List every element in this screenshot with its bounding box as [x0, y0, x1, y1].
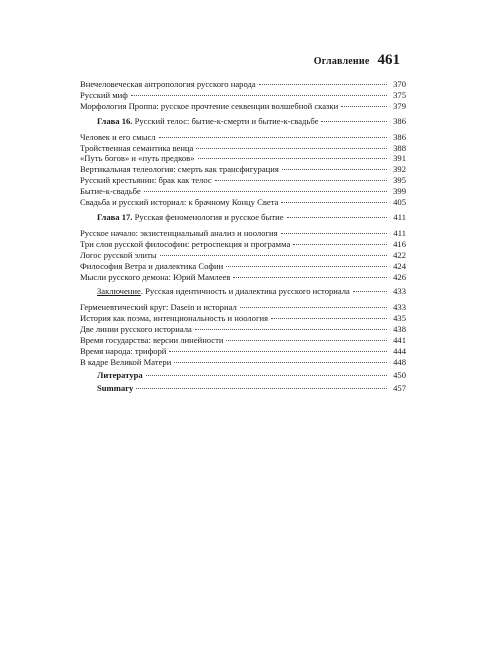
toc-page-number: 391	[393, 153, 406, 164]
running-header	[314, 52, 400, 69]
toc-entry-row	[80, 239, 406, 250]
toc-entry-row	[80, 164, 406, 175]
toc-entry-row	[80, 186, 406, 197]
dot-leader	[215, 180, 387, 181]
toc-entry-title: Мысли русского демона: Юрий Мамлеев	[80, 271, 231, 282]
toc-page-number: 388	[393, 142, 406, 153]
dot-leader	[293, 244, 387, 245]
dot-leader	[226, 340, 387, 341]
dot-leader	[233, 277, 387, 278]
dot-leader	[198, 158, 387, 159]
dot-leader	[321, 121, 387, 122]
dot-leader	[282, 169, 387, 170]
toc-entry-row	[80, 250, 406, 261]
toc-page-number: 444	[393, 345, 406, 356]
toc-page-number: 448	[393, 356, 406, 367]
toc-entry-row	[80, 132, 406, 143]
toc-entry-title: Бытие-к-свадьбе	[80, 186, 141, 197]
toc-entry-row	[80, 197, 406, 208]
toc-backmatter-row	[80, 383, 406, 394]
toc-entry-title: Русский крестьянин: брак как телос	[80, 175, 212, 186]
toc-entry-title: Две линии русского историала	[80, 324, 192, 335]
toc-entry-row	[80, 272, 406, 283]
toc-entry-title	[80, 286, 350, 297]
dot-leader	[226, 266, 387, 267]
dot-leader	[169, 351, 387, 352]
toc-entry-title: Герменевтический круг: Dasein и историал	[80, 302, 237, 313]
chapter-label: Глава 17.	[97, 211, 133, 222]
header-page-number: 461	[377, 52, 400, 68]
toc-page-number: 433	[393, 286, 406, 297]
dot-leader	[341, 106, 387, 107]
toc-entry-row	[80, 79, 406, 90]
toc-entry-row	[80, 335, 406, 346]
toc-page-number: 416	[393, 238, 406, 249]
chapter-title: Русская феноменология и русское бытие	[132, 211, 284, 222]
toc-entry-title: История как поэма, интенциональность и ноология	[80, 313, 269, 324]
toc-page-number: 370	[393, 79, 406, 89]
toc-entry-row	[80, 346, 406, 357]
toc-page-number: 422	[393, 249, 406, 260]
toc-page-number: 438	[393, 324, 406, 335]
toc-entry-title: Логос русской элиты	[80, 249, 157, 260]
dot-leader	[281, 202, 387, 203]
dot-leader	[240, 307, 387, 308]
toc-page-number: 441	[393, 335, 406, 346]
toc-entry-row	[80, 324, 406, 335]
dot-leader	[195, 329, 387, 330]
toc-entry-title: Вертикальная телеология: смерть как трансфигурация	[80, 164, 279, 175]
toc-entry-title: Внечеловеческая антропология русского народа	[80, 79, 256, 89]
toc-page-number: 379	[393, 100, 406, 111]
toc-page-number: 399	[393, 186, 406, 197]
toc-page-number: 450	[393, 369, 406, 380]
toc-chapter-row	[80, 116, 406, 127]
toc-entry-row	[80, 143, 406, 154]
toc-chapter-row	[80, 212, 406, 223]
toc-entry-title: Свадьба и русский историал: к брачному Концу Света	[80, 197, 279, 208]
toc-entry-row	[80, 228, 406, 239]
conclusion-title: . Русская идентичность и диалектика русского историала	[140, 286, 350, 297]
chapter-title: Русский телос: бытие-к-смерти и бытие-к-свадьбе	[132, 115, 319, 126]
toc-entry-title: Русский миф	[80, 89, 128, 100]
toc-entry-row	[80, 101, 406, 112]
dot-leader	[136, 388, 387, 389]
dot-leader	[259, 84, 387, 85]
toc-entry-title	[80, 116, 318, 127]
toc-entry-title	[80, 212, 284, 223]
dot-leader	[281, 233, 387, 234]
header-title: Оглавление	[313, 56, 370, 67]
toc-page-number: 457	[393, 382, 406, 393]
toc-page-number: 424	[393, 260, 406, 271]
toc-entry-title: Философия Ветра и диалектика Софии	[80, 260, 224, 271]
toc-entry-title: Литература	[97, 369, 143, 380]
toc-entry-title: «Путь богов» и «путь предков»	[80, 153, 195, 164]
toc-entry-row	[80, 313, 406, 324]
toc-page-number: 386	[393, 115, 406, 126]
toc-page-number: 375	[393, 89, 406, 100]
dot-leader	[196, 148, 387, 149]
toc-page-number: 426	[393, 271, 406, 282]
toc-entry-title: Summary	[97, 382, 134, 393]
toc-page-number: 392	[393, 164, 406, 175]
table-of-contents	[80, 79, 406, 394]
toc-page-number: 411	[393, 227, 406, 238]
conclusion-label: Заключение	[97, 286, 141, 297]
toc-entry-row	[80, 261, 406, 272]
dot-leader	[271, 318, 387, 319]
toc-page-number: 435	[393, 313, 406, 324]
toc-page-number: 386	[393, 131, 406, 142]
dot-leader	[144, 191, 387, 192]
toc-entry-title: В кадре Великой Матери	[80, 356, 172, 367]
toc-entry-title: Русское начало: экзистенциальный анализ и ноология	[80, 227, 278, 238]
toc-page-number: 433	[393, 302, 406, 313]
dot-leader	[174, 362, 387, 363]
dot-leader	[287, 217, 387, 218]
toc-entry-title: Морфология Проппа: русское прочтение секвенции волшебной сказки	[80, 100, 339, 111]
toc-entry-title: Тройственная семантика венца	[80, 142, 194, 153]
toc-page-number: 411	[393, 211, 406, 222]
dot-leader	[146, 375, 387, 376]
dot-leader	[159, 137, 387, 138]
dot-leader	[353, 291, 387, 292]
toc-conclusion-row	[80, 286, 406, 297]
toc-entry-row	[80, 153, 406, 164]
toc-entry-row	[80, 357, 406, 368]
toc-entry-title: Три слоя русской философии: ретроспекция и программа	[80, 238, 291, 249]
toc-entry-row	[80, 302, 406, 313]
toc-entry-title: Время народа: трифорй	[80, 345, 167, 356]
toc-entry-row	[80, 175, 406, 186]
dot-leader	[160, 255, 387, 256]
chapter-label: Глава 16.	[97, 115, 133, 126]
toc-page-number: 395	[393, 175, 406, 186]
toc-entry-row	[80, 90, 406, 101]
toc-entry-title: Время государства: версии линейности	[80, 335, 224, 346]
toc-entry-title: Человек и его смысл	[80, 131, 156, 142]
toc-backmatter-row	[80, 370, 406, 381]
toc-page-number: 405	[393, 197, 406, 208]
dot-leader	[131, 95, 387, 96]
